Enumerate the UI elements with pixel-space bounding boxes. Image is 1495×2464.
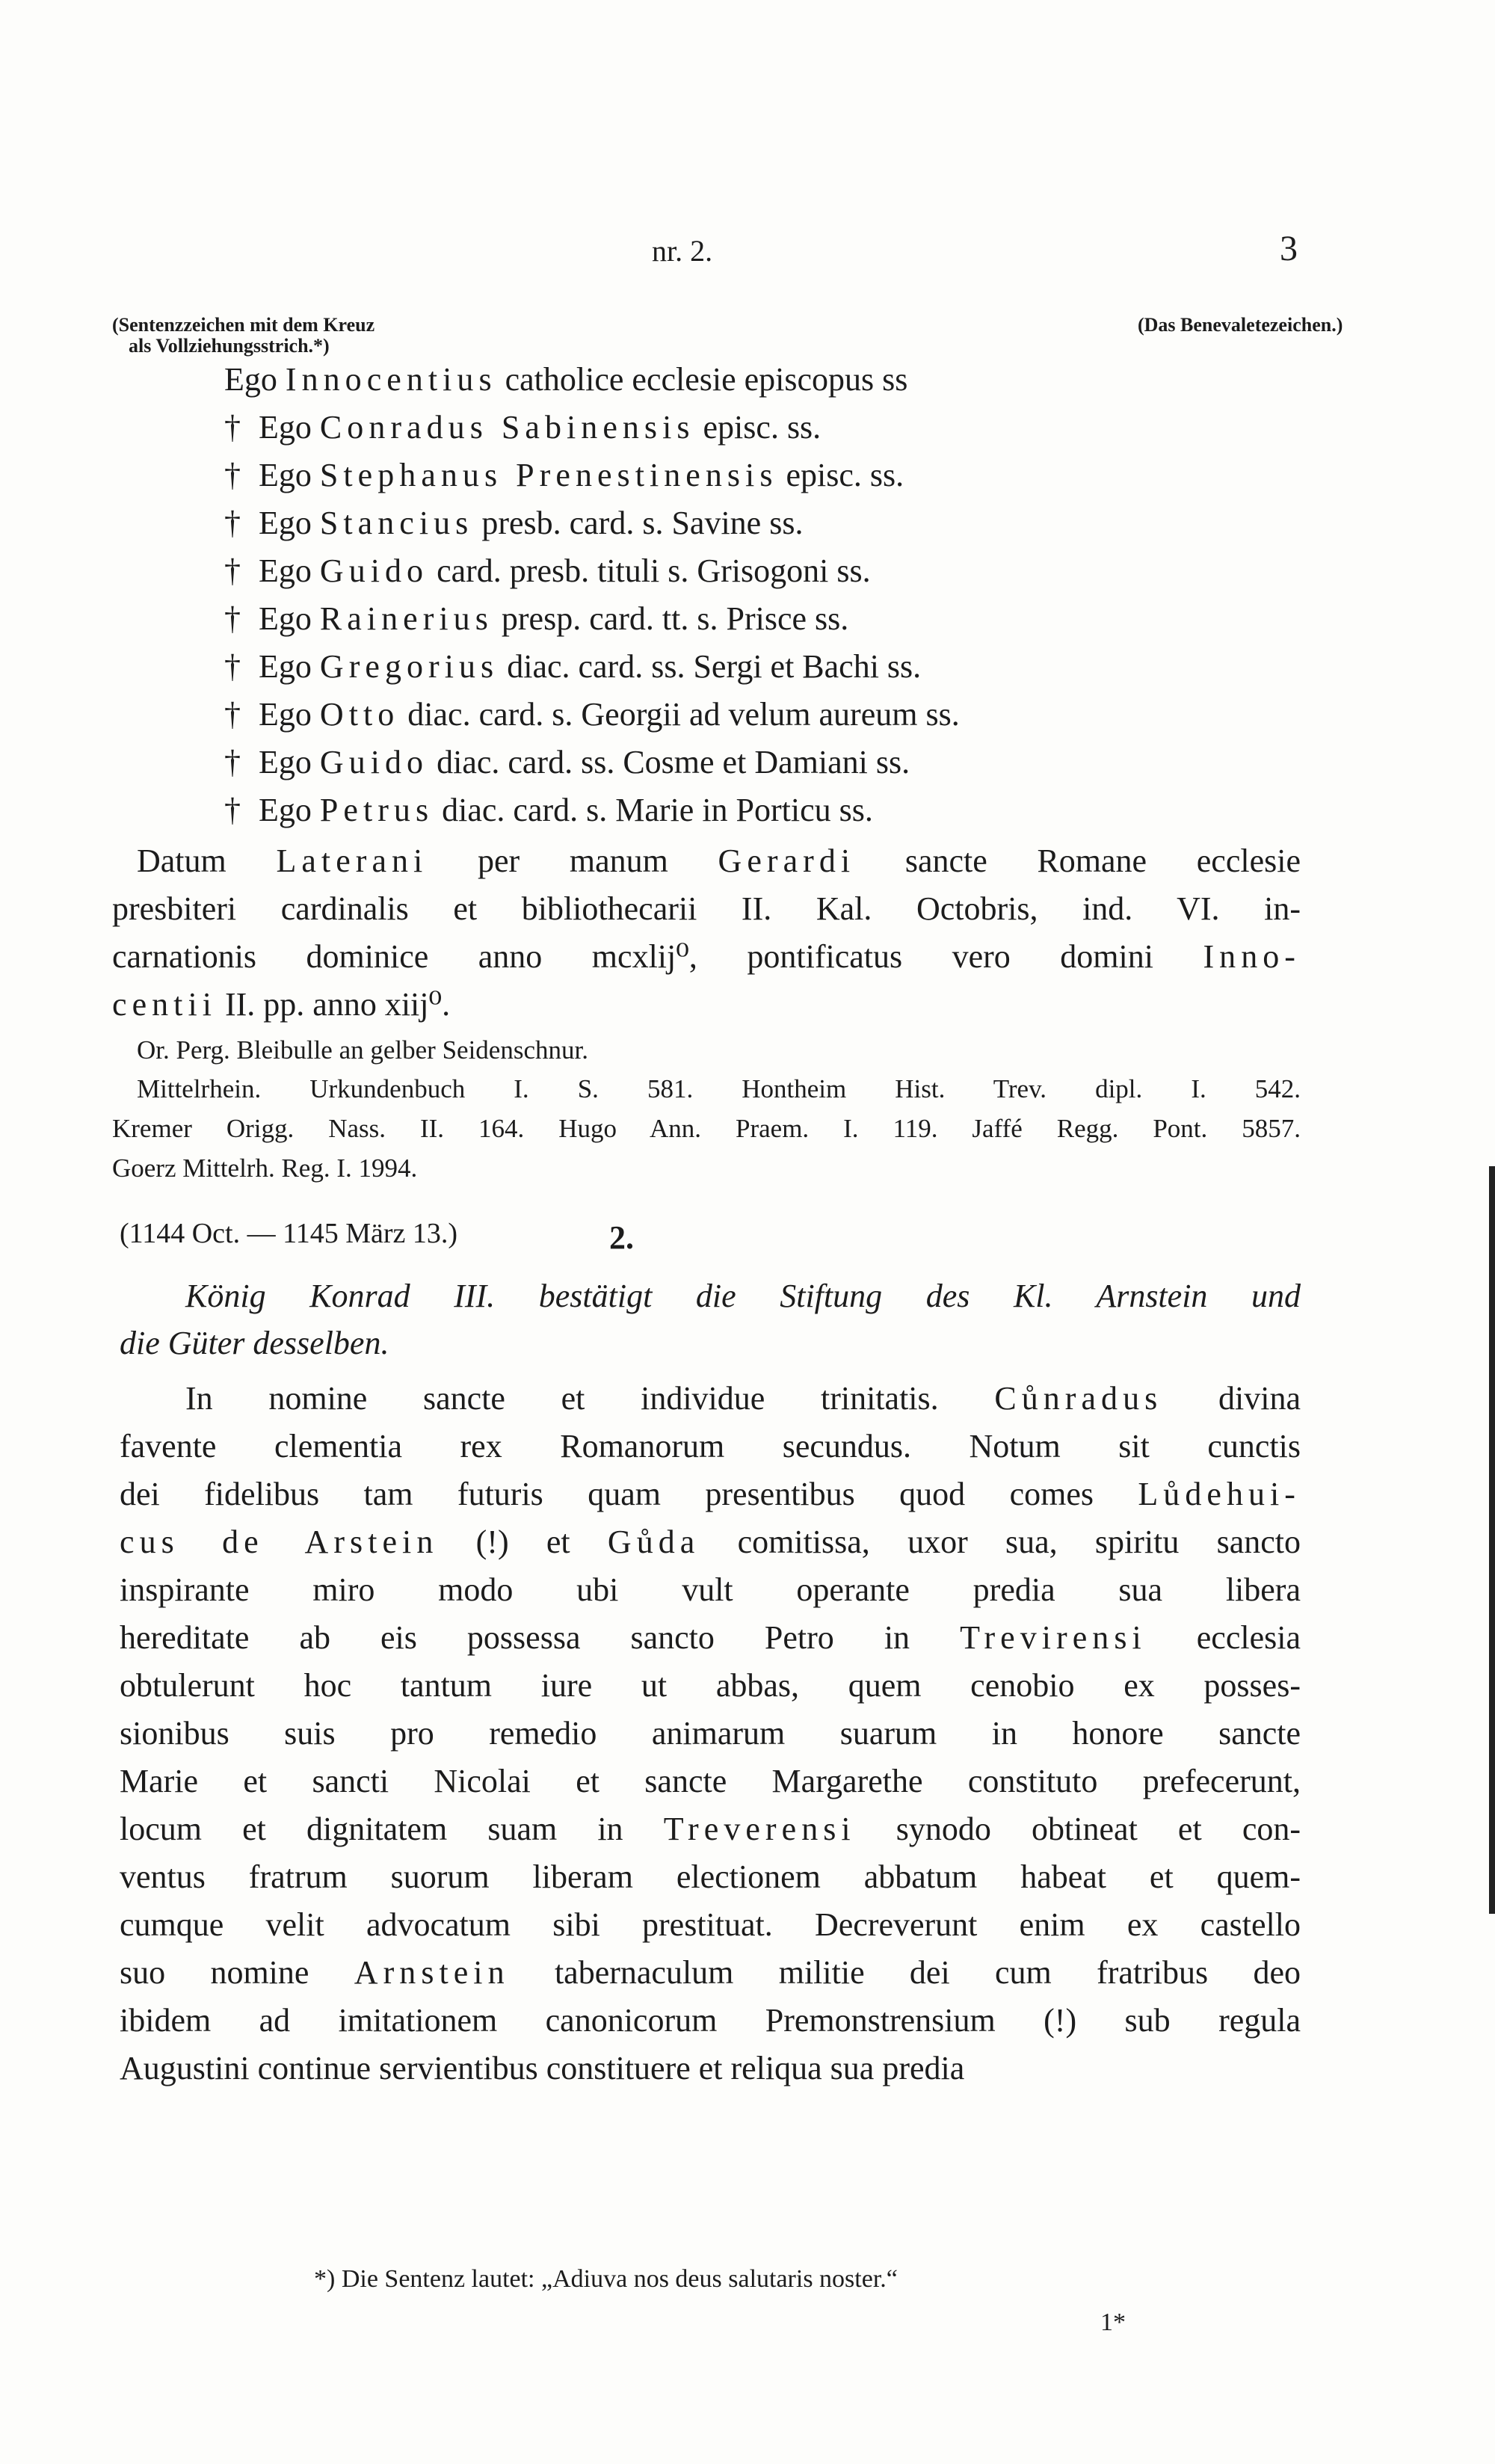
main-line: [120, 1906, 1301, 1944]
text-segment: carnationis dominice anno mcxlij⁰, pontificatus vero domini: [112, 938, 1203, 975]
text-segment: episc. ss.: [694, 409, 822, 446]
spaced-name: Treverensi: [663, 1811, 856, 1847]
text-segment: cumque velit advocatum sibi prestituat. Decreverunt enim ex castello: [120, 1906, 1301, 1943]
text-segment: diac. card. ss. Cosme et Damiani ss.: [428, 744, 910, 780]
text-segment: divina: [1162, 1380, 1301, 1417]
spaced-name: cus de Arstein: [120, 1524, 439, 1560]
text-segment: inspirante miro modo ubi vult operante predia sua libera: [120, 1571, 1301, 1608]
main-line: [120, 1762, 1301, 1800]
subscriptions-line: [224, 456, 904, 494]
cross-icon: †: [224, 552, 241, 589]
text-segment: presp. card. tt. s. Prisce ss.: [493, 600, 849, 637]
main-line: [120, 2001, 1301, 2039]
main-line: [120, 1810, 1301, 1848]
text-segment: episc. ss.: [777, 457, 904, 493]
spaced-name: Cůnradus: [994, 1380, 1163, 1417]
main-line: [120, 1618, 1301, 1657]
text-segment: Goerz Mittelrh. Reg. I. 1994.: [112, 1154, 418, 1183]
spaced-name: Laterani: [276, 843, 428, 879]
text-segment: II. pp. anno xiij⁰.: [216, 986, 451, 1023]
page-number: 3: [1280, 229, 1298, 268]
text-segment: Marie et sancti Nicolai et sancte Margarethe constituto prefecerunt,: [120, 1763, 1301, 1799]
spaced-name: Guido: [319, 552, 429, 589]
cross-icon: †: [224, 792, 241, 828]
main-line: [120, 1953, 1301, 1992]
subscriptions-line: [224, 600, 848, 638]
text-segment: obtulerunt hoc tantum iure ut abbas, quem cenobio ex posses-: [120, 1667, 1301, 1704]
text-segment: ibidem ad imitationem canonicorum Premonstrensium (!) sub regula: [120, 2002, 1301, 2039]
main-line: [120, 1475, 1301, 1513]
spaced-name: Conradus Sabinensis: [319, 409, 695, 446]
refs-line: [112, 1154, 417, 1183]
text-segment: sionibus suis pro remedio animarum suarum in honore sancte: [120, 1715, 1301, 1752]
text-segment: Ego: [259, 457, 320, 493]
text-segment: tabernaculum militie dei cum fratribus deo: [509, 1954, 1301, 1991]
subscriptions-line: [224, 408, 821, 446]
spaced-name: Innocentius: [285, 361, 497, 398]
main-line: [120, 1571, 1301, 1609]
text-segment: Ego: [259, 648, 320, 685]
sign-right-label: (Das Benevaletezeichen.): [1138, 314, 1343, 336]
text-segment: Ego: [259, 696, 320, 733]
text-segment: diac. card. s. Marie in Porticu ss.: [434, 792, 873, 828]
datum-line: [137, 842, 1301, 880]
text-segment: locum et dignitatem suam in: [120, 1811, 664, 1847]
text-segment: favente clementia rex Romanorum secundus. Notum sit cunctis: [120, 1428, 1301, 1464]
regest-line: [120, 1324, 389, 1362]
cross-icon: †: [224, 600, 241, 637]
dateline-date: (1144 Oct. — 1145 März 13.): [120, 1218, 458, 1249]
sheet-signature: 1*: [1100, 2309, 1126, 2336]
sign-left-label-1: (Sentenzzeichen mit dem Kreuz: [112, 314, 375, 336]
subscriptions-line: [224, 791, 873, 829]
scan-edge-shadow: [1489, 1166, 1495, 1914]
text-segment: card. presb. tituli s. Grisogoni ss.: [428, 552, 871, 589]
text-segment: suo nomine: [120, 1954, 354, 1991]
cross-icon: †: [224, 648, 241, 685]
spaced-name: Lůdehui-: [1138, 1476, 1301, 1512]
document-number: 2.: [609, 1219, 634, 1256]
text-segment: Ego: [259, 744, 320, 780]
spaced-name: centii: [112, 986, 217, 1023]
text-segment: Ego: [259, 409, 320, 446]
subscriptions-line: [224, 743, 910, 781]
cross-icon: †: [224, 744, 241, 780]
text-segment: synodo obtineat et con-: [855, 1811, 1301, 1847]
text-segment: per manum: [428, 843, 718, 879]
spaced-name: Gůda: [607, 1524, 700, 1560]
spaced-name: Stephanus Prenestinensis: [319, 457, 778, 493]
spaced-name: Otto: [319, 696, 400, 733]
cross-icon: †: [224, 505, 241, 541]
refs-line: [112, 1114, 1301, 1144]
subscriptions-line: [224, 552, 871, 590]
main-line: [185, 1379, 1301, 1417]
text-segment: comitissa, uxor sua, spiritu sancto: [700, 1524, 1301, 1560]
regest-line: [185, 1277, 1301, 1315]
text-segment: (!) et: [438, 1524, 608, 1560]
text-segment: presb. card. s. Savine ss.: [473, 505, 804, 541]
subscriptions-line: [224, 504, 803, 542]
refs-line: [137, 1074, 1301, 1104]
text-segment: König Konrad III. bestätigt die Stiftung des Kl. Arnstein und: [185, 1278, 1301, 1314]
main-line: [120, 1666, 1301, 1704]
subscriptions-line: [224, 647, 921, 686]
text-segment: diac. card. ss. Sergi et Bachi ss.: [499, 648, 922, 685]
text-segment: Mittelrhein. Urkundenbuch I. S. 581. Hontheim Hist. Trev. dipl. I. 542.: [137, 1074, 1301, 1103]
text-segment: dei fidelibus tam futuris quam presentibus quod comes: [120, 1476, 1138, 1512]
datum-line: [112, 985, 450, 1023]
main-line: [120, 2049, 964, 2087]
cross-icon: †: [224, 409, 241, 446]
text-segment: die Güter desselben.: [120, 1325, 389, 1361]
subscriptions-line: [224, 695, 960, 733]
running-title: nr. 2.: [652, 234, 713, 268]
text-segment: diac. card. s. Georgii ad velum aureum ss.: [399, 696, 960, 733]
text-segment: Ego: [259, 600, 320, 637]
spaced-name: Inno-: [1203, 938, 1301, 975]
footnote: *) Die Sentenz lautet: „Adiuva nos deus salutaris noster.“: [314, 2265, 898, 2293]
spaced-name: Gregorius: [319, 648, 499, 685]
spaced-name: Stancius: [319, 505, 474, 541]
text-segment: Kremer Origg. Nass. II. 164. Hugo Ann. Praem. I. 119. Jaffé Regg. Pont. 5857.: [112, 1114, 1301, 1143]
cross-icon: †: [224, 457, 241, 493]
text-segment: ecclesia: [1146, 1619, 1301, 1656]
spaced-name: Gerardi: [718, 843, 856, 879]
sign-left-label-2: als Vollziehungsstrich.*): [129, 335, 330, 357]
text-segment: In nomine sancte et individue trinitatis.: [185, 1380, 995, 1417]
note-line: [137, 1035, 588, 1065]
spaced-name: Petrus: [319, 792, 434, 828]
text-segment: Augustini continue servientibus constituere et reliqua sua predia: [120, 2050, 965, 2086]
spaced-name: Trevirensi: [960, 1619, 1147, 1656]
spaced-name: Rainerius: [319, 600, 493, 637]
datum-line: [112, 890, 1301, 928]
text-segment: ventus fratrum suorum liberam electionem abbatum habeat et quem-: [120, 1858, 1301, 1895]
datum-line: [112, 937, 1301, 976]
text-segment: catholice ecclesie episcopus ss: [496, 361, 908, 398]
text-segment: presbiteri cardinalis et bibliothecarii II. Kal. Octobris, ind. VI. in-: [112, 890, 1301, 927]
spaced-name: Arnstein: [354, 1954, 510, 1991]
main-line: [120, 1523, 1301, 1561]
text-segment: Datum: [137, 843, 277, 879]
main-line: [120, 1427, 1301, 1465]
text-segment: Ego: [259, 792, 320, 828]
text-segment: hereditate ab eis possessa sancto Petro in: [120, 1619, 961, 1656]
main-line: [120, 1858, 1301, 1896]
subscriptions-line: [224, 360, 907, 398]
cross-icon: †: [224, 696, 241, 733]
text-segment: Ego: [224, 361, 286, 398]
text-segment: sancte Romane ecclesie: [855, 843, 1301, 879]
text-segment: Or. Perg. Bleibulle an gelber Seidenschnur.: [137, 1035, 588, 1065]
text-segment: Ego: [259, 552, 320, 589]
text-segment: Ego: [259, 505, 320, 541]
main-line: [120, 1714, 1301, 1752]
spaced-name: Guido: [319, 744, 429, 780]
